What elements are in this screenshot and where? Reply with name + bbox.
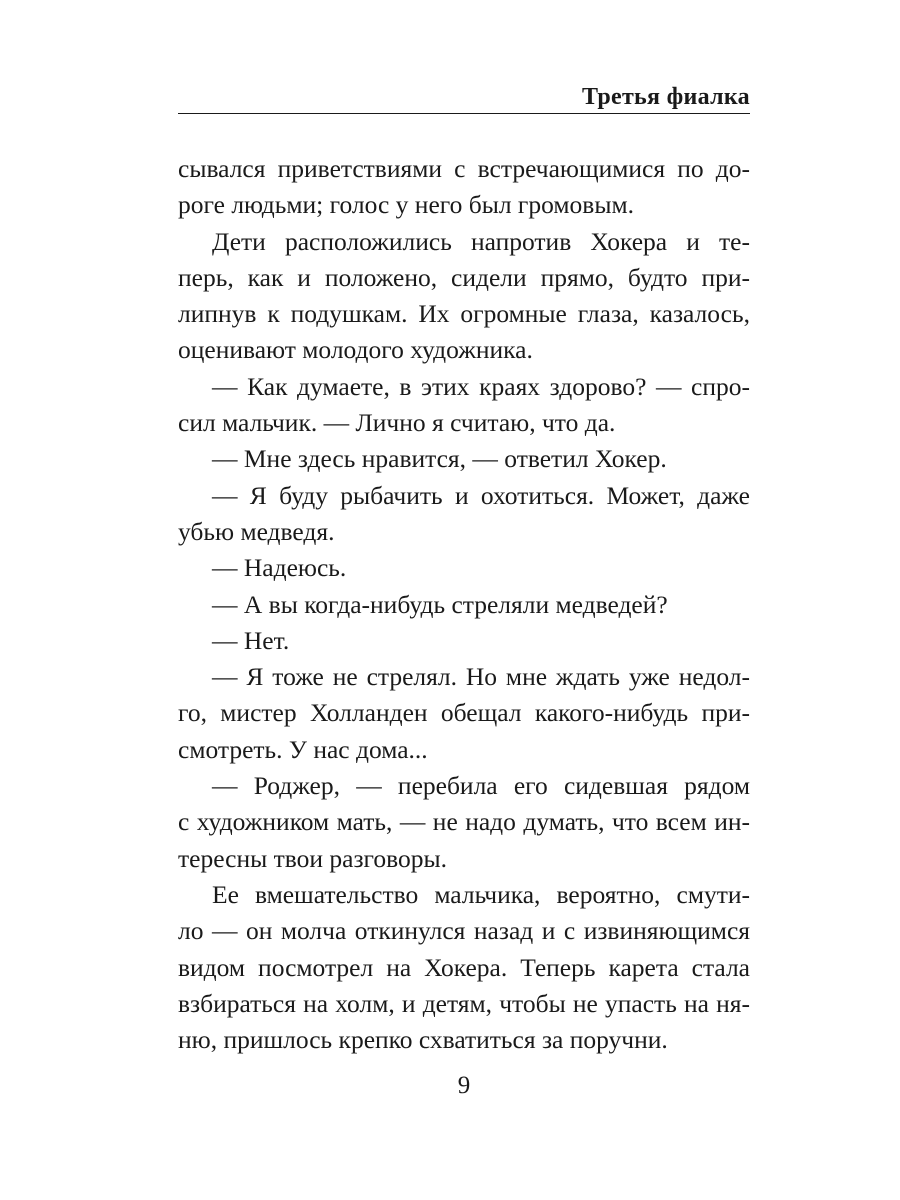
text-line: — Как думаете, в этих краях здорово? — спро- — [212, 371, 750, 401]
text-line: — Я тоже не стрелял. Но мне ждать уже недол- — [212, 662, 750, 692]
text-line: убью медведя. — [178, 516, 335, 546]
text-line: сил мальчик. — Лично я считаю, что да. — [178, 408, 616, 438]
text-line: смотреть. У нас дома... — [178, 734, 428, 764]
page-number: 9 — [457, 1072, 471, 1099]
text-line: видом посмотрел на Хокера. Теперь карета стала — [178, 952, 750, 982]
text-line: — Нет. — [212, 625, 290, 655]
text-line: роге людьми; голос у него был громовым. — [178, 190, 634, 220]
body-text — [178, 151, 750, 1058]
text-line: ню, пришлось крепко схватиться за поручни. — [178, 1025, 668, 1055]
text-line: оценивают молодого художника. — [178, 335, 533, 365]
text-line: перь, как и положено, сидели прямо, будто при- — [178, 262, 750, 292]
text-line: сывался приветствиями с встречающимися по до- — [178, 154, 750, 183]
text-line: го, мистер Холланден обещал какого-нибудь при- — [178, 698, 750, 728]
text-line: — А вы когда-нибудь стреляли медведей? — [212, 589, 668, 619]
text-line: — Надеюсь. — [212, 553, 347, 583]
text-line: — Я буду рыбачить и охотиться. Может, даже — [212, 480, 750, 510]
text-line: липнув к подушкам. Их огромные глаза, казалось, — [178, 299, 750, 329]
text-line: с художником мать, — не надо думать, что всем ин- — [178, 807, 750, 837]
header-rule — [178, 113, 750, 114]
text-line: — Роджер, — перебила его сидевшая рядом — [212, 771, 750, 801]
text-line: Дети расположились напротив Хокера и те- — [212, 226, 750, 256]
text-line: тересны твои разговоры. — [178, 843, 448, 873]
text-line: Ее вмешательство мальчика, вероятно, смути- — [212, 879, 750, 909]
text-line: — Мне здесь нравится, — ответил Хокер. — [212, 444, 667, 474]
text-line: ло — он молча откинулся назад и с извиняющимся — [178, 916, 750, 946]
running-header-title: Третья фиалка — [581, 84, 750, 110]
book-page — [178, 0, 750, 1200]
text-line: взбираться на холм, и детям, чтобы не упасть на ня- — [178, 988, 750, 1018]
